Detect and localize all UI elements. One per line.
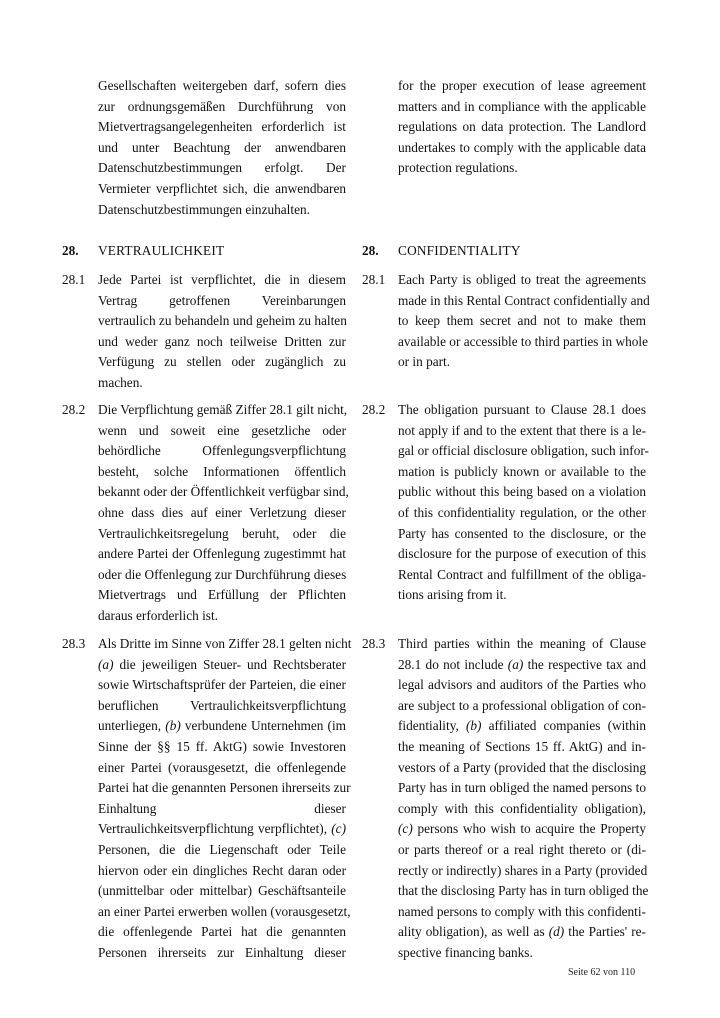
text-line: Personen, die die Liegenschaft oder Teile (98, 841, 346, 857)
text-line: disclosure for the purpose of execution of this (398, 546, 646, 562)
text-line: behördliche Offenlegungsverpflichtung (98, 443, 346, 459)
text-line: spective financing banks. (398, 944, 533, 960)
text-line: und weder ganz noch teilweise Dritten zur (98, 333, 346, 349)
text-line: legal advisors and auditors of the Parties who (398, 677, 646, 693)
clause-number: 28.1 (62, 272, 86, 287)
text-line: Vertrag getroffenen Vereinbarungen (98, 292, 346, 308)
text-line: public without this being based on a violation (398, 484, 646, 500)
text-line: (a) die jeweiligen Steuer- und Rechtsberater (98, 656, 346, 672)
text-line: made in this Rental Contract confidentially and (398, 292, 650, 308)
text-line: vestors of a Party (provided that the disclosing (398, 759, 646, 775)
text-line: (c) persons who wish to acquire the Property (398, 821, 646, 837)
clause-28-3-de-lines (98, 634, 352, 964)
text-line: bekannt oder der Öffentlichkeit verfügbar sind, (98, 484, 349, 500)
text-line: und unter Beachtung der anwendbaren (98, 139, 346, 155)
text-line: that the disclosing Party has in turn obliged the (398, 883, 649, 899)
clause-number: 28.3 (362, 636, 386, 651)
text-line: Party has in turn obliged the named persons to (398, 780, 646, 796)
enumerator: (d) (548, 924, 565, 940)
text-line: to keep them secret and not to make them (398, 313, 646, 329)
text-line: Mietvertrags und Erfüllung der Pflichten (98, 587, 346, 603)
text-line: Datenschutzbestimmungen erfolgt. Der (98, 160, 346, 176)
text-line: not apply if and to the extent that there is a le- (398, 422, 646, 438)
text-line: (unmittelbar oder mittelbar) Geschäftsanteile (98, 883, 346, 899)
text-line: andere Partei der Offenlegung zugestimmt hat (98, 546, 346, 562)
text-line: named persons to comply with this confidenti- (398, 903, 646, 919)
text-line: daraus erforderlich ist. (98, 607, 218, 623)
clause-number: 28.1 (362, 272, 386, 287)
text-line: gal or official disclosure obligation, such infor- (398, 443, 649, 459)
enumerator: (a) (507, 656, 524, 672)
text-line: The obligation pursuant to Clause 28.1 does (398, 402, 646, 417)
text-line: regulations on data protection. The Landlord (398, 119, 646, 135)
text-line: Mietvertragsangelegenheiten erforderlich ist (98, 119, 346, 135)
text-line: or in part. (398, 354, 451, 370)
text-line: Vermieter verpflichtet sich, die anwendbaren (98, 180, 346, 196)
text-line: sowie Wirtschaftsprüfer der Parteien, die einer (98, 677, 346, 693)
text-line: Party has consented to the disclosure, or the (398, 525, 646, 541)
text-line: Vertraulichkeitsregelung beruht, oder die (98, 525, 346, 541)
section-title: VERTRAULICHKEIT (98, 243, 225, 258)
text-line: ohne dass dies auf einer Verletzung dieser (98, 504, 346, 520)
text-line: hiervon oder ein dingliches Recht daran oder (98, 862, 346, 878)
text-line: comply with this confidentiality obligation), (398, 800, 646, 816)
text-line: protection regulations. (398, 160, 518, 176)
clause-number: 28.2 (362, 402, 386, 417)
text-line: or parts thereof or a real right thereto or (di- (398, 841, 646, 857)
text-line: are subject to a professional obligation of con- (398, 697, 646, 713)
enumerator: (c) (331, 821, 346, 837)
text-line: Gesellschaften weitergeben darf, sofern dies (98, 78, 346, 93)
text-line: Rental Contract and fulfillment of the obliga- (398, 566, 646, 582)
text-line: Als Dritte im Sinne von Ziffer 28.1 gelten nicht (98, 636, 352, 651)
section-number: 28. (62, 243, 79, 258)
text-line: 28.1 do not include (a) the respective tax and (398, 656, 646, 672)
text-line: of this confidentiality regulation, or the other (398, 504, 646, 520)
text-line: an einer Partei erwerben wollen (vorausgesetzt, (98, 903, 351, 919)
enumerator: (c) (398, 821, 413, 837)
text-line: Each Party is obliged to treat the agreements (398, 272, 646, 287)
section-title: CONFIDENTIALITY (398, 243, 521, 258)
text-line: besteht, solche Informationen öffentlich (98, 463, 346, 479)
enumerator: (a) (98, 656, 114, 672)
text-line: the meaning of Sections 15 ff. AktG) and in- (398, 738, 646, 754)
clause-number: 28.3 (62, 636, 86, 651)
text-line: Jede Partei ist verpflichtet, die in diesem (98, 272, 346, 287)
clause-number: 28.2 (62, 402, 86, 417)
text-line: Einhaltung dieser (98, 800, 346, 816)
text-line: vertraulich zu behandeln und geheim zu halten (98, 313, 347, 329)
page-number: Seite 62 von 110 (568, 967, 636, 978)
enumerator: (b) (165, 718, 181, 734)
text-line: unterliegen, (b) verbundene Unternehmen (im (98, 718, 346, 734)
text-line: oder die Offenlegung zur Durchführung dieses (98, 566, 347, 582)
text-line: matters and in compliance with the applicable (398, 98, 646, 114)
text-line: mation is publicly known or available to the (398, 463, 646, 479)
text-line: Partei hat die genannten Personen ihrerseits zur (98, 780, 351, 796)
text-line: einer Partei (vorausgesetzt, die offenlegende (98, 759, 346, 775)
text-line: Sinne der §§ 15 ff. AktG) sowie Investoren (98, 738, 346, 754)
text-line: ality obligation), as well as (d) the Parties' re- (398, 924, 646, 940)
text-line: rectly or indirectly) shares in a Party (provided (398, 862, 648, 878)
clause-28-3-en-lines (398, 634, 649, 964)
text-line: for the proper execution of lease agreement (398, 78, 646, 93)
text-line: die offenlegende Partei hat die genannten (98, 924, 346, 940)
text-line: Verfügung zu stellen oder zugänglich zu (98, 354, 346, 370)
text-line: zur ordnungsgemäßen Durchführung von (98, 98, 346, 114)
enumerator: (b) (465, 718, 482, 734)
text-line: Personen ihrerseits zur Einhaltung dieser (98, 944, 346, 960)
text-line: available or accessible to third parties in whole (398, 333, 648, 349)
text-line: wenn und soweit eine gesetzliche oder (98, 422, 346, 438)
text-line: Datenschutzbestimmungen einzuhalten. (98, 201, 310, 217)
section-number: 28. (362, 243, 379, 258)
text-line: Die Verpflichtung gemäß Ziffer 28.1 gilt nicht, (98, 402, 348, 417)
text-line: Vertraulichkeitsverpflichtung verpflichtet), (c) (98, 821, 346, 837)
text-line: fidentiality, (b) affiliated companies (within (398, 718, 646, 734)
text-line: machen. (98, 374, 143, 390)
text-line: Third parties within the meaning of Clause (398, 636, 646, 651)
text-line: undertakes to comply with the applicable data (398, 139, 646, 155)
text-line: beruflichen Vertraulichkeitsverpflichtung (98, 697, 346, 713)
text-line: tions arising from it. (398, 587, 507, 603)
